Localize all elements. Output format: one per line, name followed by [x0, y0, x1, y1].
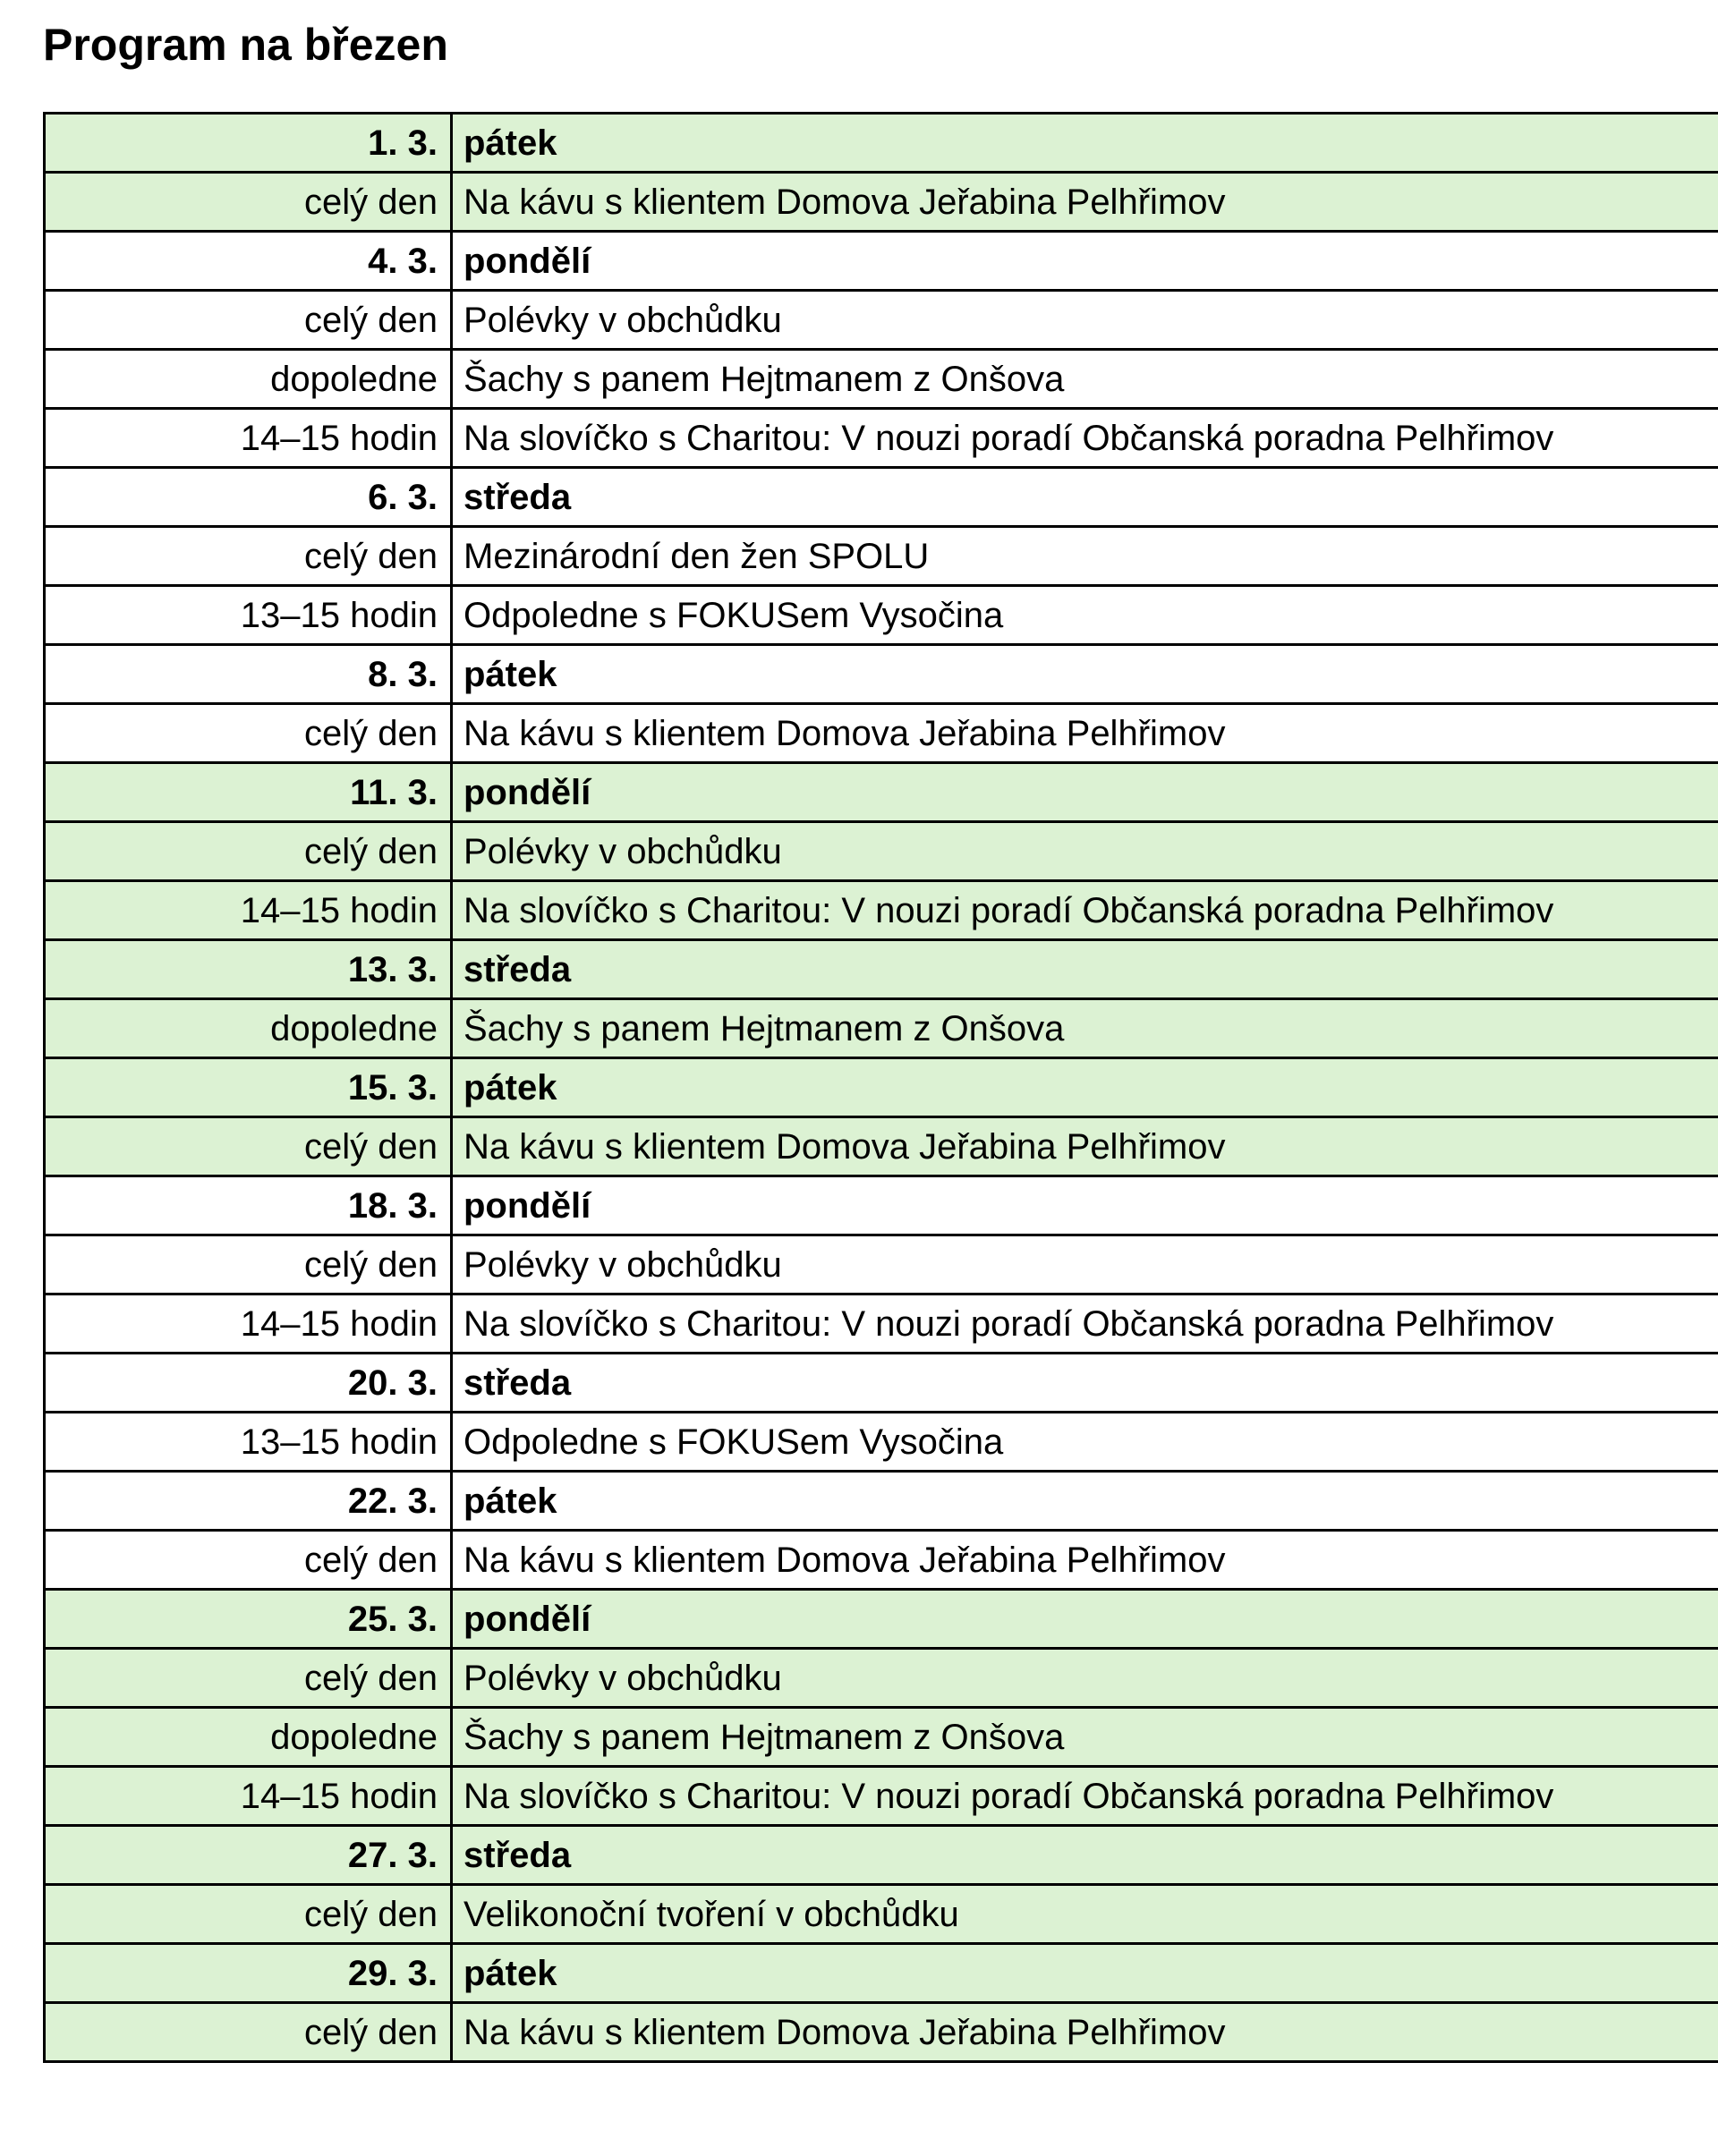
- event-name: Polévky v obchůdku: [452, 822, 1718, 881]
- event-time: celý den: [45, 1531, 452, 1590]
- event-name: Šachy s panem Hejtmanem z Onšova: [452, 1708, 1718, 1767]
- event-row: [45, 1235, 1718, 1294]
- event-row: [45, 173, 1718, 232]
- event-name: Mezinárodní den žen SPOLU: [452, 527, 1718, 586]
- event-row: [45, 1294, 1718, 1354]
- day-date: 22. 3.: [45, 1472, 452, 1531]
- event-time: celý den: [45, 291, 452, 350]
- event-time: 13–15 hodin: [45, 586, 452, 645]
- day-weekday: pondělí: [452, 763, 1718, 822]
- event-row: [45, 999, 1718, 1058]
- event-name: Na slovíčko s Charitou: V nouzi poradí Občanská poradna Pelhřimov: [452, 1767, 1718, 1826]
- event-name: Na kávu s klientem Domova Jeřabina Pelhřimov: [452, 1531, 1718, 1590]
- event-name: Šachy s panem Hejtmanem z Onšova: [452, 350, 1718, 409]
- day-weekday: středa: [452, 1826, 1718, 1885]
- event-time: 14–15 hodin: [45, 1294, 452, 1354]
- day-date: 11. 3.: [45, 763, 452, 822]
- day-header-row: [45, 1472, 1718, 1531]
- event-time: celý den: [45, 527, 452, 586]
- event-time: 13–15 hodin: [45, 1413, 452, 1472]
- schedule-body: [45, 114, 1718, 2062]
- day-header-row: [45, 114, 1718, 173]
- event-name: Na slovíčko s Charitou: V nouzi poradí Občanská poradna Pelhřimov: [452, 1294, 1718, 1354]
- day-header-row: [45, 1176, 1718, 1235]
- event-time: celý den: [45, 1235, 452, 1294]
- event-row: [45, 1649, 1718, 1708]
- event-name: Šachy s panem Hejtmanem z Onšova: [452, 999, 1718, 1058]
- day-date: 27. 3.: [45, 1826, 452, 1885]
- page-title: Program na březen: [43, 20, 448, 70]
- day-weekday: pondělí: [452, 1176, 1718, 1235]
- event-name: Polévky v obchůdku: [452, 1649, 1718, 1708]
- event-row: [45, 350, 1718, 409]
- day-header-row: [45, 468, 1718, 527]
- event-row: [45, 409, 1718, 468]
- event-row: [45, 881, 1718, 940]
- day-header-row: [45, 1826, 1718, 1885]
- event-row: [45, 2003, 1718, 2062]
- day-date: 6. 3.: [45, 468, 452, 527]
- day-date: 13. 3.: [45, 940, 452, 999]
- day-header-row: [45, 1354, 1718, 1413]
- day-date: 20. 3.: [45, 1354, 452, 1413]
- day-date: 1. 3.: [45, 114, 452, 173]
- day-weekday: pátek: [452, 1058, 1718, 1117]
- event-row: [45, 1531, 1718, 1590]
- schedule-table: [43, 112, 1718, 2063]
- day-weekday: pondělí: [452, 232, 1718, 291]
- day-header-row: [45, 940, 1718, 999]
- event-time: celý den: [45, 704, 452, 763]
- event-name: Na slovíčko s Charitou: V nouzi poradí Občanská poradna Pelhřimov: [452, 881, 1718, 940]
- event-time: celý den: [45, 1885, 452, 1944]
- event-row: [45, 291, 1718, 350]
- event-row: [45, 822, 1718, 881]
- event-time: celý den: [45, 1117, 452, 1176]
- event-time: 14–15 hodin: [45, 1767, 452, 1826]
- event-name: Odpoledne s FOKUSem Vysočina: [452, 1413, 1718, 1472]
- event-name: Polévky v obchůdku: [452, 291, 1718, 350]
- day-header-row: [45, 232, 1718, 291]
- day-weekday: pátek: [452, 1472, 1718, 1531]
- event-row: [45, 527, 1718, 586]
- day-weekday: pátek: [452, 1944, 1718, 2003]
- day-weekday: středa: [452, 940, 1718, 999]
- event-name: Velikonoční tvoření v obchůdku: [452, 1885, 1718, 1944]
- event-time: 14–15 hodin: [45, 409, 452, 468]
- event-time: celý den: [45, 173, 452, 232]
- event-name: Na slovíčko s Charitou: V nouzi poradí Občanská poradna Pelhřimov: [452, 409, 1718, 468]
- day-date: 8. 3.: [45, 645, 452, 704]
- event-name: Na kávu s klientem Domova Jeřabina Pelhřimov: [452, 173, 1718, 232]
- event-name: Na kávu s klientem Domova Jeřabina Pelhřimov: [452, 2003, 1718, 2062]
- event-name: Na kávu s klientem Domova Jeřabina Pelhřimov: [452, 1117, 1718, 1176]
- event-name: Na kávu s klientem Domova Jeřabina Pelhřimov: [452, 704, 1718, 763]
- event-time: celý den: [45, 822, 452, 881]
- day-header-row: [45, 645, 1718, 704]
- event-time: 14–15 hodin: [45, 881, 452, 940]
- event-name: Polévky v obchůdku: [452, 1235, 1718, 1294]
- day-date: 4. 3.: [45, 232, 452, 291]
- event-row: [45, 1413, 1718, 1472]
- day-date: 29. 3.: [45, 1944, 452, 2003]
- event-time: dopoledne: [45, 999, 452, 1058]
- day-weekday: pátek: [452, 645, 1718, 704]
- event-row: [45, 1885, 1718, 1944]
- day-date: 18. 3.: [45, 1176, 452, 1235]
- event-row: [45, 1708, 1718, 1767]
- event-time: celý den: [45, 1649, 452, 1708]
- day-header-row: [45, 1590, 1718, 1649]
- day-weekday: středa: [452, 1354, 1718, 1413]
- event-row: [45, 704, 1718, 763]
- day-header-row: [45, 763, 1718, 822]
- event-row: [45, 1767, 1718, 1826]
- event-time: dopoledne: [45, 1708, 452, 1767]
- day-weekday: pátek: [452, 114, 1718, 173]
- event-row: [45, 1117, 1718, 1176]
- day-header-row: [45, 1944, 1718, 2003]
- day-date: 15. 3.: [45, 1058, 452, 1117]
- day-weekday: středa: [452, 468, 1718, 527]
- event-row: [45, 586, 1718, 645]
- event-time: celý den: [45, 2003, 452, 2062]
- day-weekday: pondělí: [452, 1590, 1718, 1649]
- day-date: 25. 3.: [45, 1590, 452, 1649]
- day-header-row: [45, 1058, 1718, 1117]
- event-name: Odpoledne s FOKUSem Vysočina: [452, 586, 1718, 645]
- event-time: dopoledne: [45, 350, 452, 409]
